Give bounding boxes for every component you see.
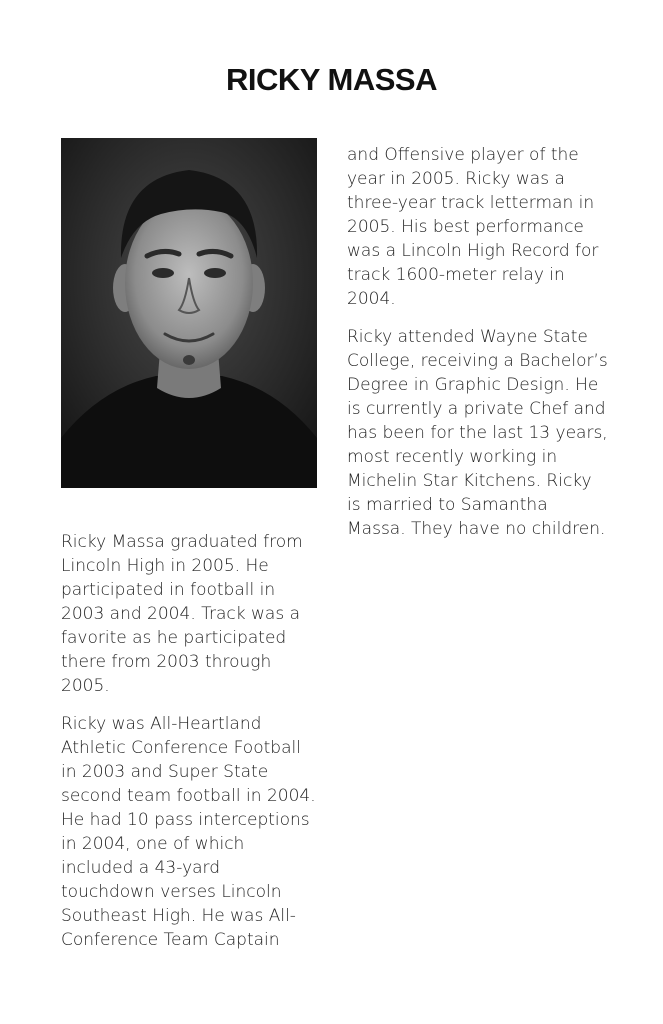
paragraph-football-continued: and Offensive player of the year in 2005. Ricky was a three-year track letterman in 2005. His best performance was a Lincoln High Record for track 1600-meter relay in 2004. [347,145,599,309]
right-column [347,143,609,555]
paragraph-education: Ricky Massa graduated from Lincoln High in 2005. He participated in football in 2003 and 2004. Track was a favorite as he participated there from 2003 through 2005. [61,532,303,696]
paragraph-football: Ricky was All-Heartland Athletic Conference Football in 2003 and Super State second team football in 2004. He had 10 pass interceptions in 2004, one of which included a 43-yard touchdown verses Lincoln Southeast High. He was All-Conference Team Captain [61,714,316,950]
left-column [61,530,319,966]
portrait-photo-icon [61,138,317,488]
page-title: RICKY MASSA [226,62,437,97]
portrait-photo [61,138,317,488]
paragraph-career: Ricky attended Wayne State College, receiving a Bachelor’s Degree in Graphic Design. He is currently a private Chef and has been for the last 13 years, most recently working in Michelin Star Kitchens. Ricky is married to Samantha Massa. They have no children. [347,327,608,539]
